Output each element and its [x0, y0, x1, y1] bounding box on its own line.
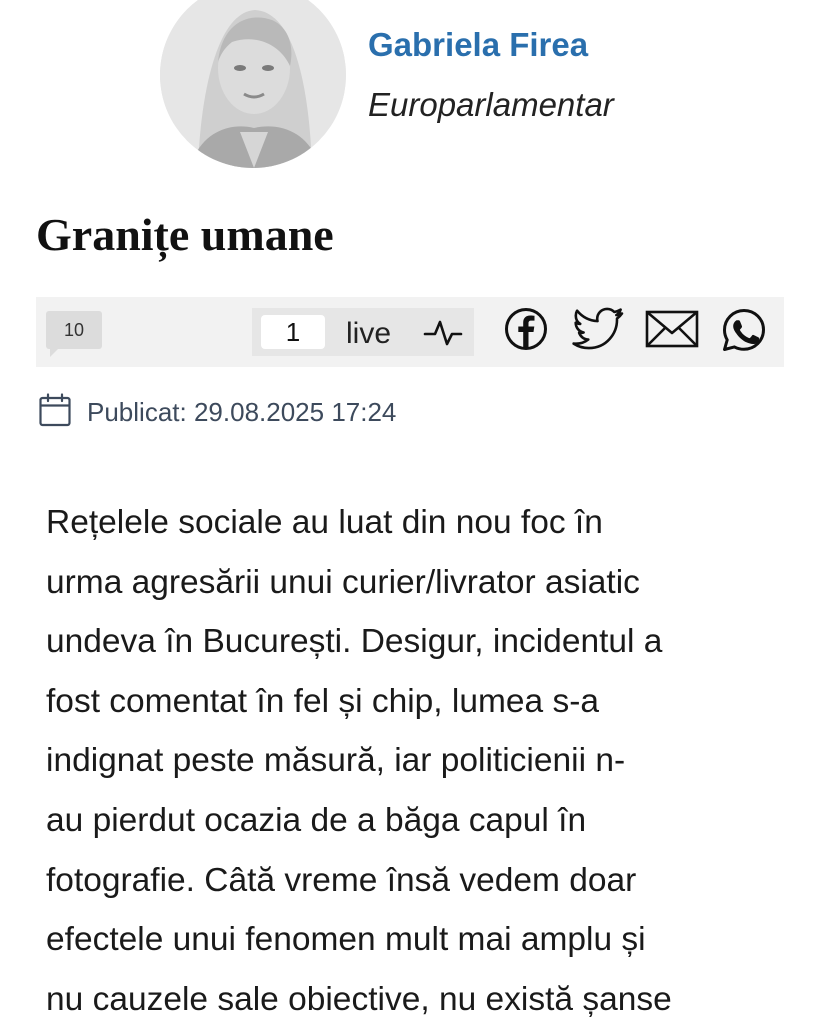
- author-avatar[interactable]: [160, 0, 346, 168]
- facebook-icon[interactable]: [503, 306, 549, 352]
- comment-count: 10: [63, 320, 85, 340]
- calendar-icon: [38, 393, 72, 427]
- pulse-icon: [423, 316, 463, 348]
- body-line: nu cauzele sale obiective, nu există șanse: [46, 980, 672, 1018]
- body-line: fotografie. Câtă vreme însă vedem doar: [46, 861, 637, 899]
- body-line: au pierdut ocazia de a băga capul în: [46, 801, 587, 839]
- live-label: live: [346, 317, 392, 350]
- published-date: 29.08.2025 17:24: [193, 397, 397, 427]
- publish-date: [87, 397, 396, 428]
- article-toolbar: [36, 297, 784, 367]
- email-icon[interactable]: [644, 306, 700, 352]
- whatsapp-icon[interactable]: [720, 306, 768, 354]
- body-line: fost comentat în fel și chip, lumea s-a: [46, 682, 599, 720]
- body-line: urma agresării unui curier/livrator asiatic: [46, 563, 640, 601]
- body-line: indignat peste măsură, iar politicienii n-: [46, 742, 626, 780]
- article-title: Granițe umane: [36, 209, 334, 260]
- live-readers-widget: [252, 308, 474, 356]
- author-header: [0, 0, 818, 190]
- comment-count-badge[interactable]: [46, 311, 102, 349]
- twitter-icon[interactable]: [570, 306, 626, 352]
- article-body: [46, 493, 806, 1029]
- live-reader-count: 1: [261, 315, 325, 349]
- published-label: Publicat:: [87, 397, 187, 427]
- body-line: Rețelele sociale au luat din nou foc în: [46, 504, 603, 541]
- body-line: undeva în București. Desigur, incidentul a: [46, 623, 663, 661]
- author-role: Europarlamentar: [368, 86, 614, 123]
- body-line: efectele unui fenomen mult mai amplu și: [46, 921, 646, 959]
- author-name[interactable]: Gabriela Firea: [368, 26, 589, 63]
- author-photo: [160, 0, 346, 168]
